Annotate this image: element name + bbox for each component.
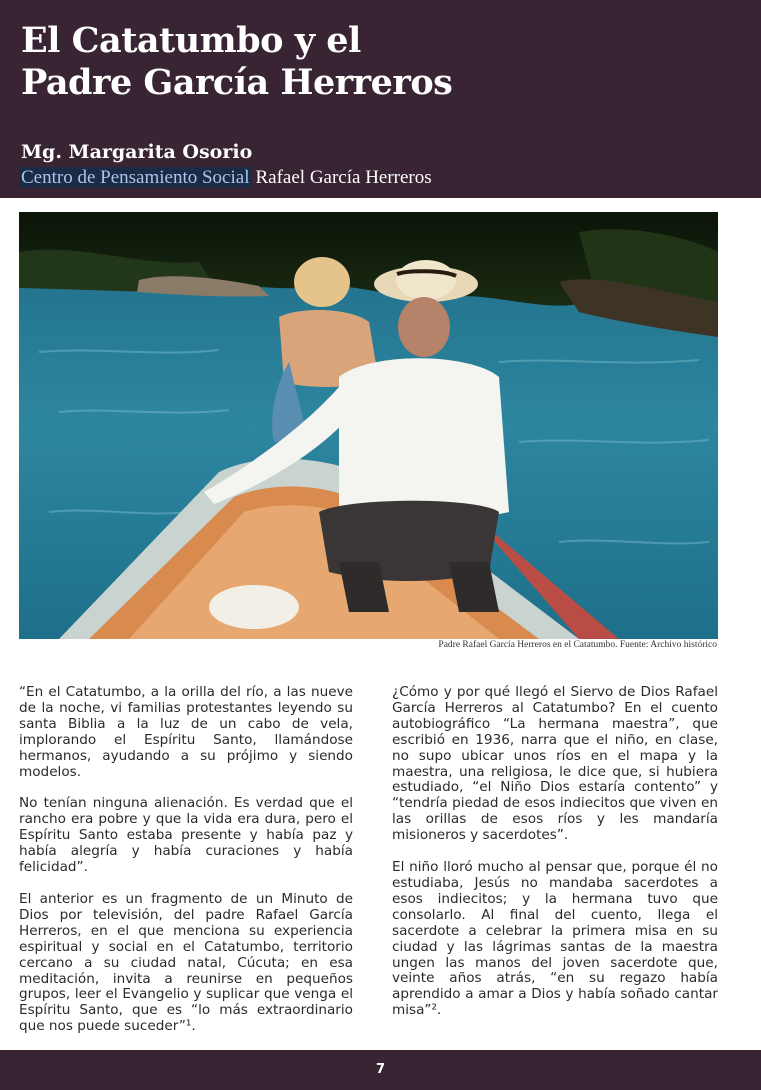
author-name: Mg. Margarita Osorio: [21, 141, 253, 163]
author-affiliation: [19, 165, 432, 191]
column-right: [392, 685, 718, 1035]
paragraph: No tenían ninguna alienación. Es verdad que el rancho era pobre y que la vida era dura, pero el Espíritu Santo estaba presente y había paz y había alegría y había curaciones y había felicidad”.: [19, 795, 353, 876]
river-boat-photo: [19, 212, 718, 639]
paragraph: El anterior es un fragmento de un Minuto de Dios por televisión, del padre Rafael García Herreros, en el que menciona su experiencia espiritual y social en el Catatumbo, territorio cercano a su ciudad natal, Cúcuta; en esa meditación, invita a reunirse en pequeños grupos, leer el Evangelio y suplicar que venga el Espíritu Santo, que es “lo más extraordinario que nos puede suceder”¹.: [19, 890, 353, 1035]
footer-band: [0, 1050, 761, 1090]
affiliation-rest: Rafael García Herreros: [255, 167, 432, 188]
title-line-1: El Catatumbo y el: [21, 20, 361, 61]
paragraph: “En el Catatumbo, a la orilla del río, a las nueve de la noche, vi familias protestantes leyendo su santa Biblia a la luz de un cabo de vela, implorando el Espíritu Santo, llamándose hermanos, ayudando a su prójimo y siendo modelos.: [19, 684, 353, 780]
article-title: [21, 20, 452, 104]
header-band: [0, 0, 761, 198]
page-number: 7: [375, 1062, 386, 1077]
paragraph: El niño lloró mucho al pensar que, porque él no estudiaba, Jesús no mandaba sacerdotes a esos indiecitos; y la hermana tuvo que consolarlo. Al final del cuento, llega el sacerdote a celebrar la primera misa en su ciudad y las lágrimas santas de la maestra ungen las manos del joven sacerdote que, veinte años atrás, “en su regazo había aprendido a amar a Dios y había soñado cantar misa”².: [392, 859, 718, 1019]
column-left: [19, 685, 353, 1051]
paragraph: ¿Cómo y por qué llegó el Siervo de Dios Rafael García Herreros al Catatumbo? En el cuento autobiográfico “La hermana maestra”, que escribió en 1936, narra que el niño, en clase, no supo ubicar unos ríos en el mapa y la maestra, una religiosa, le dice que, si hubiera estudiado, “el Niño Dios estaría contento” y “tendría piedad de esos indiecitos que viven en las orillas de esos ríos y les mandaría misioneros y sacerdotes”.: [392, 684, 718, 844]
photo-caption: Padre Rafael García Herreros en el Catatumbo. Fuente: Archivo histórico: [438, 640, 717, 650]
affiliation-highlight: Centro de Pensamiento Social: [21, 167, 250, 188]
title-line-2: Padre García Herreros: [21, 62, 453, 103]
